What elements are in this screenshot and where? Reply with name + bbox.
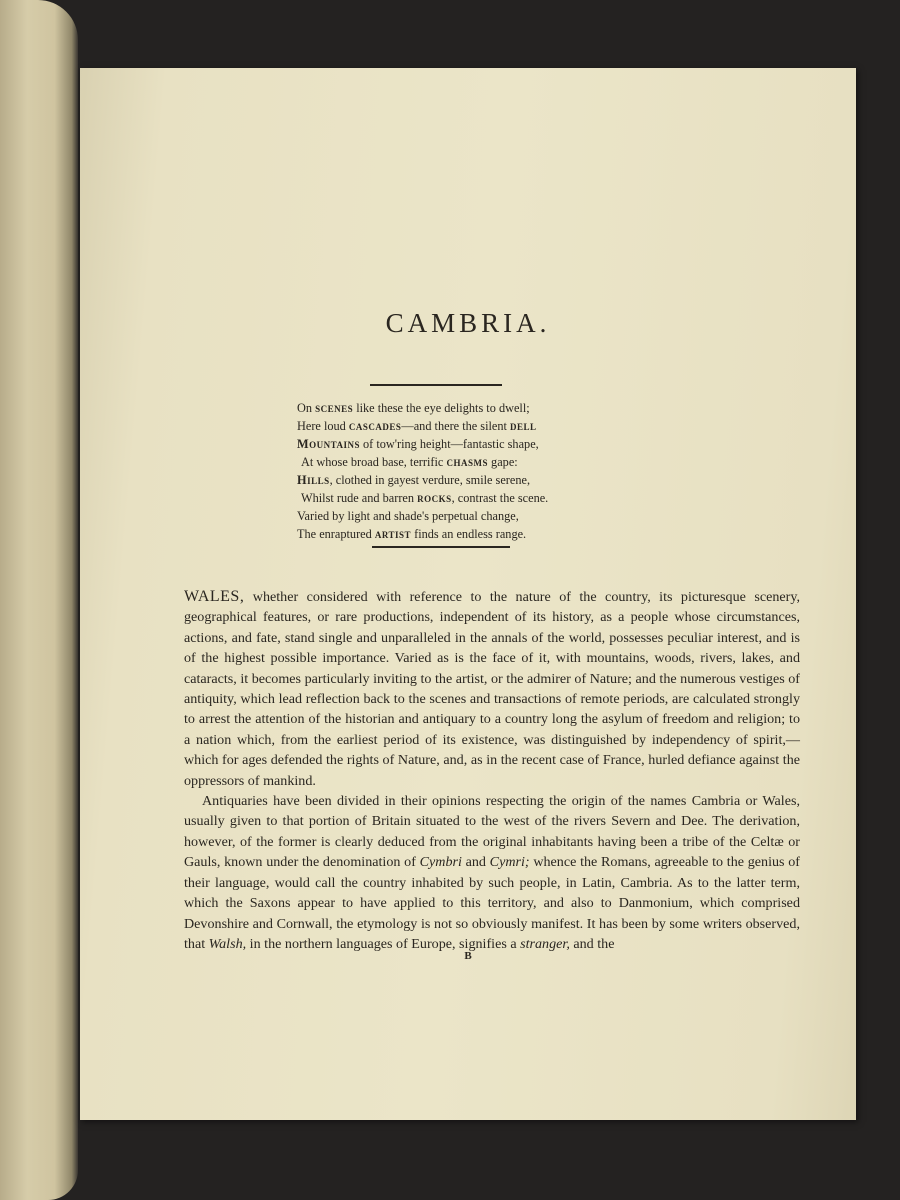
bottom-rule <box>372 546 510 548</box>
signature-mark: B <box>464 950 472 962</box>
poem-line: Whilst rude and barren rocks, contrast the scene. <box>301 491 549 505</box>
epigraph-poem <box>297 399 657 543</box>
poem-line: Mountains of tow'ring height—fantastic shape, <box>297 437 539 451</box>
paragraph-2: Antiquaries have been divided in their opinions respecting the origin of the names Cambria or Wales, usually given to that portion of Britain situated to the west of the rivers Severn and Dee. The derivation, however, of the former is clearly deduced from the original inhabitants having been a tribe of the Celtæ or Gauls, known under the denomination of Cymbri and Cymri; whence the Romans, agreeable to the genius of their language, would call the country inhabited by such people, in Latin, Cambria. As to the latter term, which the Saxons appear to have applied to this territory, and also to Danmonium, which comprised Devonshire and Cornwall, the etymology is not so obviously manifest. It has been by some writers observed, that Walsh, in the northern languages of Europe, signifies a stranger, and the <box>184 793 800 952</box>
poem-line: Hills, clothed in gayest verdure, smile serene, <box>297 473 531 487</box>
top-rule <box>370 384 502 386</box>
book-page <box>80 68 856 1120</box>
poem-line: Here loud cascades—and there the silent dell <box>297 419 537 433</box>
paragraph-1: WALES, whether considered with reference to the nature of the country, its picturesque scenery, geographical features, or rare productions, independent of its history, as a people whose circumstances, actions, and fate, stand single and unparalleled in the annals of the world, possesses peculiar interest, and is of the highest possible importance. Varied as is the face of it, with mountains, woods, rivers, lakes, and cataracts, it becomes particularly inviting to the artist, or the admirer of Nature; and the numerous vestiges of antiquity, which lead reflection back to the scenes and transactions of remote periods, are calculated strongly to arrest the attention of the historian and antiquary to a country long the asylum of freedom and religion; to a nation which, from the earliest period of its existence, was distinguished by independency of spirit,—which for ages defended the rights of Nature, and, as in the recent case of France, hurled defiance against the oppressors of mankind. <box>184 588 800 789</box>
left-page-edge <box>0 0 78 1200</box>
poem-line: Varied by light and shade's perpetual change, <box>297 509 519 523</box>
page-title: CAMBRIA. <box>385 308 551 338</box>
poem-line: The enraptured artist finds an endless range. <box>297 527 527 541</box>
poem-line: At whose broad base, terrific chasms gape: <box>301 455 518 469</box>
poem-line: On scenes like these the eye delights to dwell; <box>297 401 530 415</box>
body-text <box>184 587 800 954</box>
